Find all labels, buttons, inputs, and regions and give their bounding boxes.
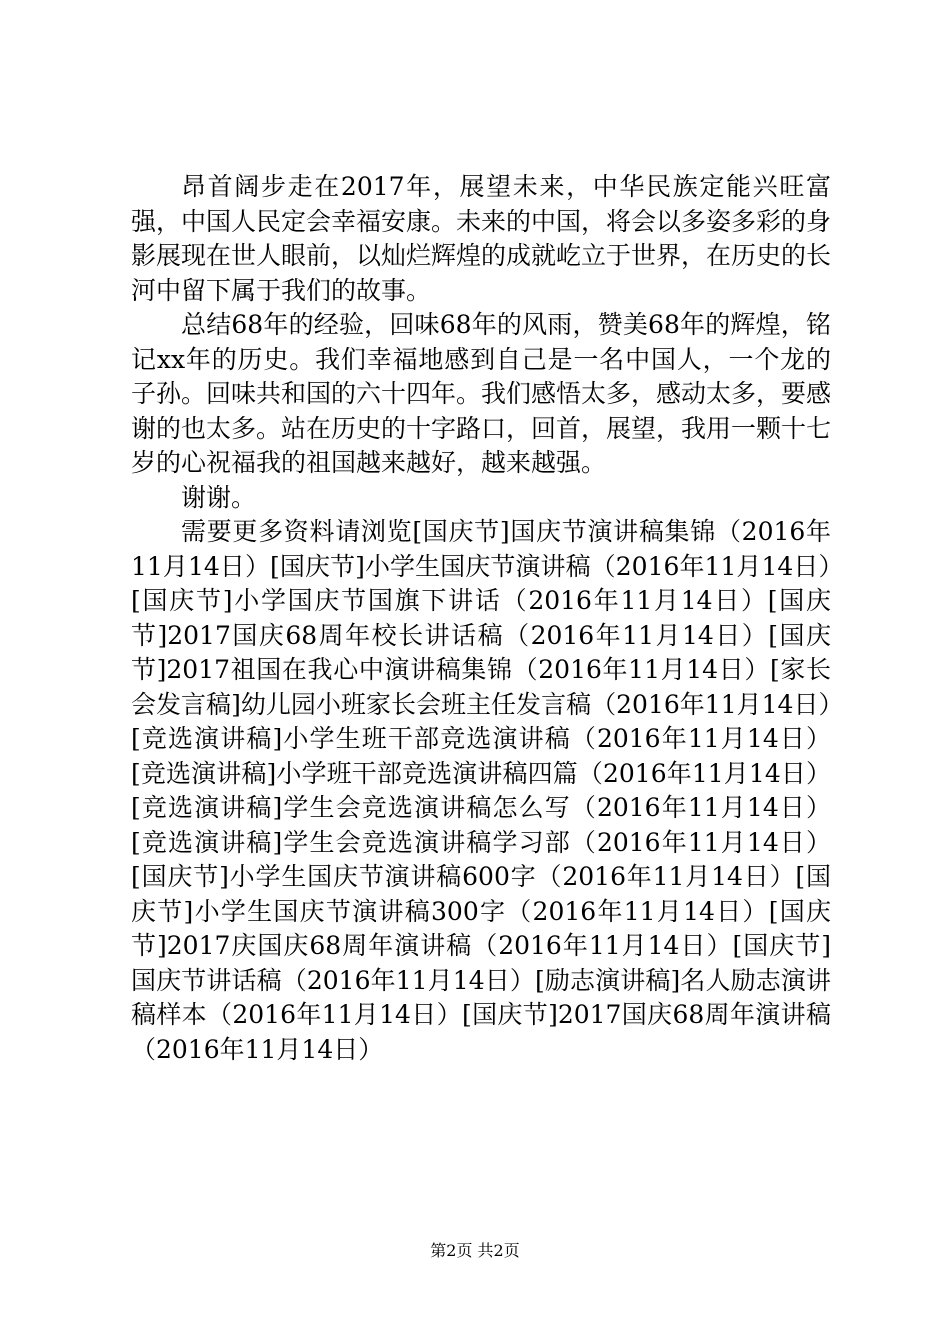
paragraph-outlook: 昂首阔步走在2017年，展望未来，中华民族定能兴旺富强，中国人民定会幸福安康。未来的中国，将会以多姿多彩的身影展现在世人眼前，以灿烂辉煌的成就屹立于世界，在历史的长河中留下属于我们的故事。 xyxy=(131,172,832,305)
paragraph-summary: 总结68年的经验，回味68年的风雨，赞美68年的辉煌，铭记xx年的历史。我们幸福地感到自己是一名中国人，一个龙的子孙。回味共和国的六十四年。我们感悟太多，感动太多，要感谢的也太多。站在历史的十字路口，回首，展望，我用一颗十七岁的心祝福我的祖国越来越好，越来越强。 xyxy=(131,310,832,477)
paragraph-thanks: 谢谢。 xyxy=(181,482,257,512)
document-body xyxy=(131,170,831,1067)
paragraph-more-resources: 需要更多资料请浏览[国庆节]国庆节演讲稿集锦（2016年11月14日）[国庆节]小学生国庆节演讲稿（2016年11月14日）[国庆节]小学国庆节国旗下讲话（2016年11月14日）[国庆节]2017国庆68周年校长讲话稿（2016年11月14日）[国庆节]2017祖国在我心中演讲稿集锦（2016年11月14日）[家长会发言稿]幼儿园小班家长会班主任发言稿（2016年11月14日）[竞选演讲稿]小学生班干部竞选演讲稿（2016年11月14日）[竞选演讲稿]小学班干部竞选演讲稿四篇（2016年11月14日）[竞选演讲稿]学生会竞选演讲稿怎么写（2016年11月14日）[竞选演讲稿]学生会竞选演讲稿学习部（2016年11月14日）[国庆节]小学生国庆节演讲稿600字（2016年11月14日）[国庆节]小学生国庆节演讲稿300字（2016年11月14日）[国庆节]2017庆国庆68周年演讲稿（2016年11月14日）[国庆节]国庆节讲话稿（2016年11月14日）[励志演讲稿]名人励志演讲稿样本（2016年11月14日）[国庆节]2017国庆68周年演讲稿（2016年11月14日） xyxy=(131,517,831,1064)
page-number-footer: 第2页 共2页 xyxy=(430,1241,520,1260)
